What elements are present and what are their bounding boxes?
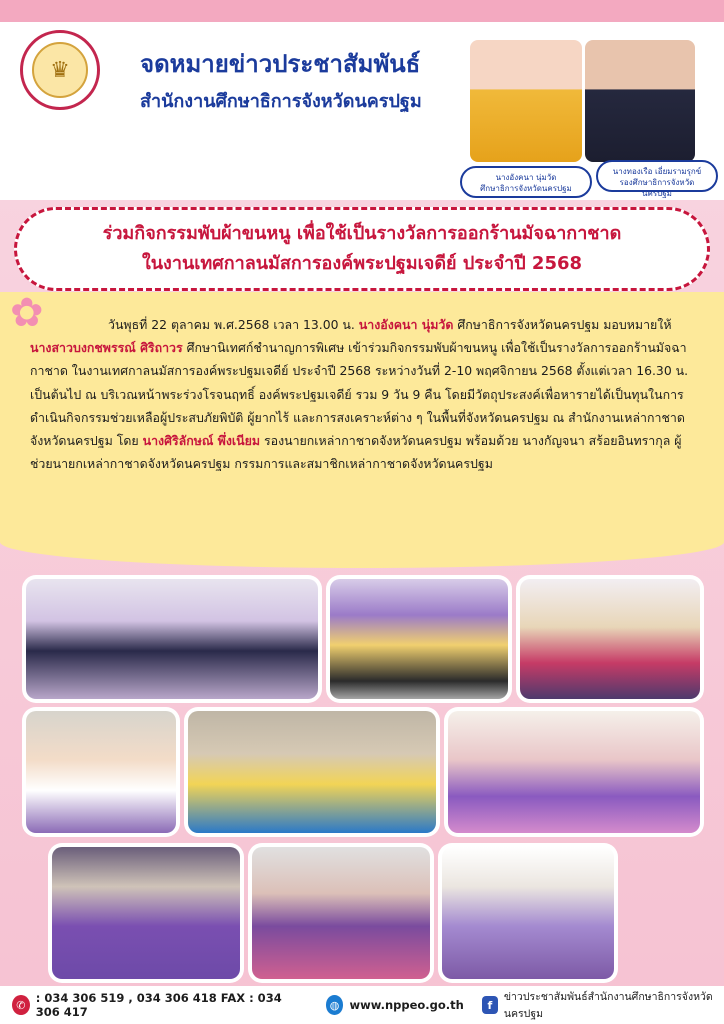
body-text-1: วันพุธที่ 22 ตุลาคม พ.ศ.2568 เวลา 13.00 น. bbox=[108, 317, 359, 332]
deputy-position: รองศึกษาธิการจังหวัดนครปฐม bbox=[619, 178, 695, 198]
office-logo bbox=[20, 30, 100, 110]
activity-photo bbox=[516, 575, 704, 703]
activity-photo bbox=[444, 707, 704, 837]
deputy-director-photo bbox=[585, 40, 695, 162]
activity-photo bbox=[22, 575, 322, 703]
headline-line-2: ในงานเทศกาลนมัสการองค์พระปฐมเจดีย์ ประจำปี 2568 bbox=[141, 253, 583, 274]
header bbox=[0, 0, 724, 200]
phone-fax: : 034 306 519 , 034 306 418 FAX : 034 306 417 bbox=[35, 991, 282, 1019]
emblem-icon: ♛ bbox=[32, 42, 88, 98]
director-position: ศึกษาธิการจังหวัดนครปฐม bbox=[480, 184, 572, 193]
deputy-name: นางทองเรือ เอี่ยมรามรุกข์ bbox=[612, 167, 702, 176]
facebook-page-name[interactable]: ข่าวประชาสัมพันธ์สำนักงานศึกษาธิการจังหวัดนครปฐม bbox=[503, 991, 713, 1020]
body-text-2: ศึกษาธิการจังหวัดนครปฐม มอบหมายให้ bbox=[453, 317, 672, 332]
office-name: สำนักงานศึกษาธิการจังหวัดนครปฐม bbox=[140, 91, 422, 112]
deputy-caption bbox=[596, 160, 718, 198]
director-name: นางอังคนา นุ่มวัด bbox=[495, 173, 557, 182]
facebook-icon: f bbox=[482, 996, 498, 1014]
body-text-4: รองนายกเหล่ากาชาดจังหวัดนครปฐม พร้อมด้วย นางกัญจนา สร้อยอินทรากุล ผู้ช่วยนายกเหล่ากาชาดจังหวัดนครปฐม กรรมการและสมาชิกเหล่ากาชาดจังหวัดนครปฐม bbox=[30, 433, 682, 472]
activity-photo bbox=[22, 707, 180, 837]
director-caption bbox=[460, 166, 592, 198]
activity-photo bbox=[48, 843, 244, 983]
director-photo bbox=[470, 40, 582, 162]
phone-icon: ✆ bbox=[12, 995, 30, 1015]
activity-photo bbox=[248, 843, 434, 983]
activity-photo bbox=[184, 707, 440, 837]
highlight-name-1: นางอังคนา นุ่มวัด bbox=[358, 317, 454, 332]
website-link[interactable]: www.nppeo.go.th bbox=[349, 998, 464, 1012]
flower-icon: ✿ bbox=[10, 290, 44, 336]
headline-line-1: ร่วมกิจกรรมพับผ้าขนหนู เพื่อใช้เป็นรางวัลการออกร้านมัจฉากาชาด bbox=[102, 223, 622, 244]
header-accent-bar bbox=[0, 0, 724, 22]
activity-photo bbox=[326, 575, 512, 703]
body-text-3: ศึกษานิเทศก์ชำนาญการพิเศษ เข้าร่วมกิจกรรมพับผ้าขนหนู เพื่อใช้เป็นรางวัลการออกร้านมัจฉากาชาด ในงานเทศกาลนมัสการองค์พระปฐมเจดีย์ ประจำปี 2568 ระหว่างวันที่ 2-10 พฤศจิกายน 2568 ตั้งแต่เวลา 16.30 น. เป็นต้นไป ณ บริเวณหน้าพระร่วงโรจนฤทธิ์ องค์พระปฐมเจดีย์ รวม 9 วัน 9 คืน โดยมีวัตถุประสงค์เพื่อหารายได้เป็นทุนในการดำเนินกิจกรรมช่วยเหลือผู้ประสบภัยพิบัติ ผู้ยากไร้ และการสงเคราะห์ต่าง ๆ ในพื้นที่จังหวัดนครปฐม ณ สำนักงานเหล่ากาชาดจังหวัดนครปฐม โดย bbox=[30, 340, 689, 449]
article-body bbox=[30, 313, 694, 475]
footer bbox=[0, 986, 724, 1024]
highlight-name-2: นางสาวบงกชพรรณ์ ศิริถาวร bbox=[30, 340, 183, 356]
highlight-name-3: นางศิริลักษณ์ พึ่งเนียม bbox=[142, 433, 261, 449]
globe-icon: ◍ bbox=[326, 995, 344, 1015]
newsletter-title: จดหมายข่าวประชาสัมพันธ์ bbox=[140, 50, 421, 78]
activity-photo bbox=[438, 843, 618, 983]
headline-box bbox=[14, 207, 710, 291]
